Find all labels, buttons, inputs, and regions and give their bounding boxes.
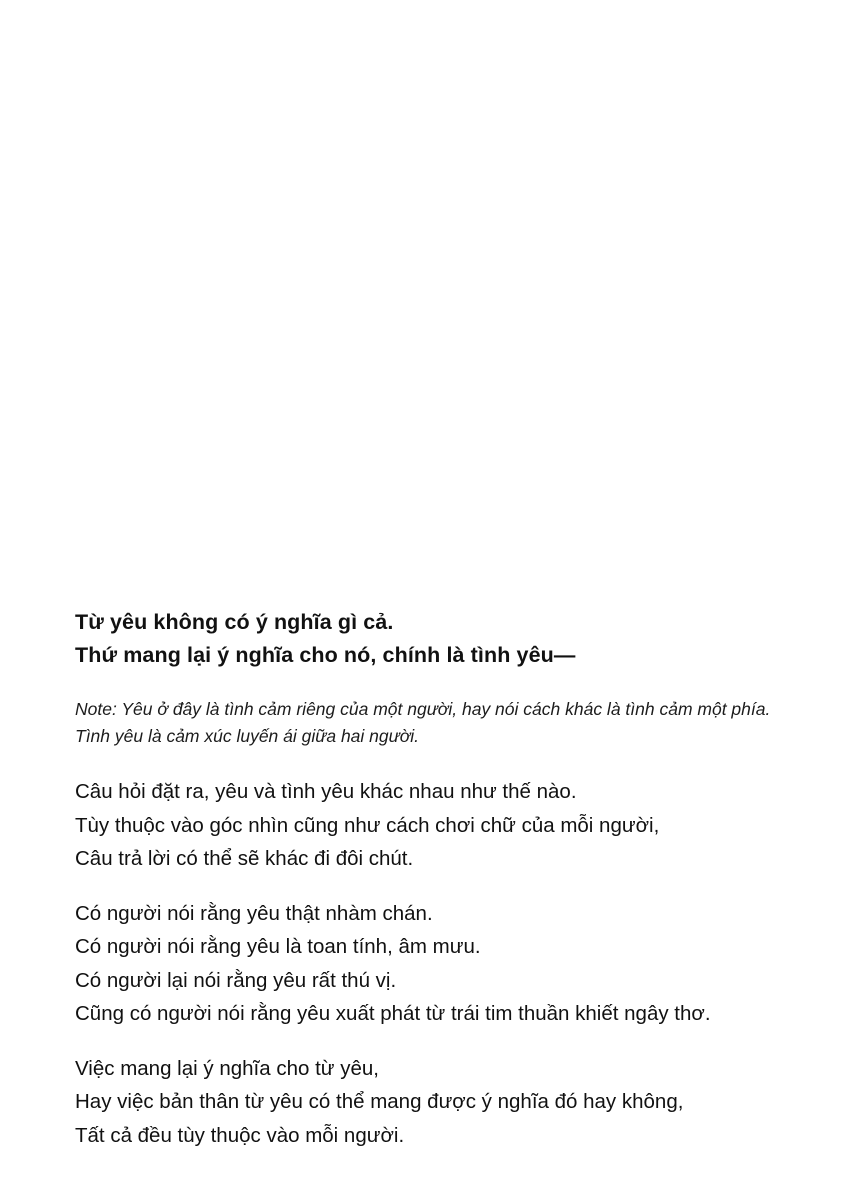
paragraph-2-line-3: Có người lại nói rằng yêu rất thú vị.: [75, 968, 397, 992]
text-block: [75, 606, 795, 1152]
paragraph-3-line-3: Tất cả đều tùy thuộc vào mỗi người.: [75, 1123, 405, 1147]
paragraph-2-line-2: Có người nói rằng yêu là toan tính, âm mưu.: [75, 935, 481, 958]
note-line-1: Note: Yêu ở đây là tình cảm riêng của một người, hay nói cách khác là tình cảm một phía.: [75, 699, 771, 719]
paragraph-1-line-2: Tùy thuộc vào góc nhìn cũng như cách chơi chữ của mỗi người,: [75, 813, 660, 837]
paragraph-2-line-1: Có người nói rằng yêu thật nhàm chán.: [75, 901, 433, 925]
paragraph-3: [75, 1052, 795, 1153]
heading: [75, 606, 795, 672]
paragraph-1: [75, 775, 795, 876]
note-line-2: Tình yêu là cảm xúc luyến ái giữa hai người.: [75, 726, 420, 746]
paragraph-1-line-3: Câu trả lời có thể sẽ khác đi đôi chút.: [75, 847, 414, 870]
paragraph-3-line-2: Hay việc bản thân từ yêu có thể mang được ý nghĩa đó hay không,: [75, 1090, 684, 1113]
heading-line-2: Thứ mang lại ý nghĩa cho nó, chính là tình yêu—: [75, 643, 576, 667]
paragraph-2: [75, 897, 795, 1031]
translator-note: [75, 696, 795, 750]
paragraph-1-line-1: Câu hỏi đặt ra, yêu và tình yêu khác nhau như thế nào.: [75, 780, 577, 803]
heading-line-1: Từ yêu không có ý nghĩa gì cả.: [75, 610, 394, 634]
paragraph-3-line-1: Việc mang lại ý nghĩa cho từ yêu,: [75, 1056, 379, 1080]
paragraph-2-line-4: Cũng có người nói rằng yêu xuất phát từ trái tim thuần khiết ngây thơ.: [75, 1002, 711, 1025]
